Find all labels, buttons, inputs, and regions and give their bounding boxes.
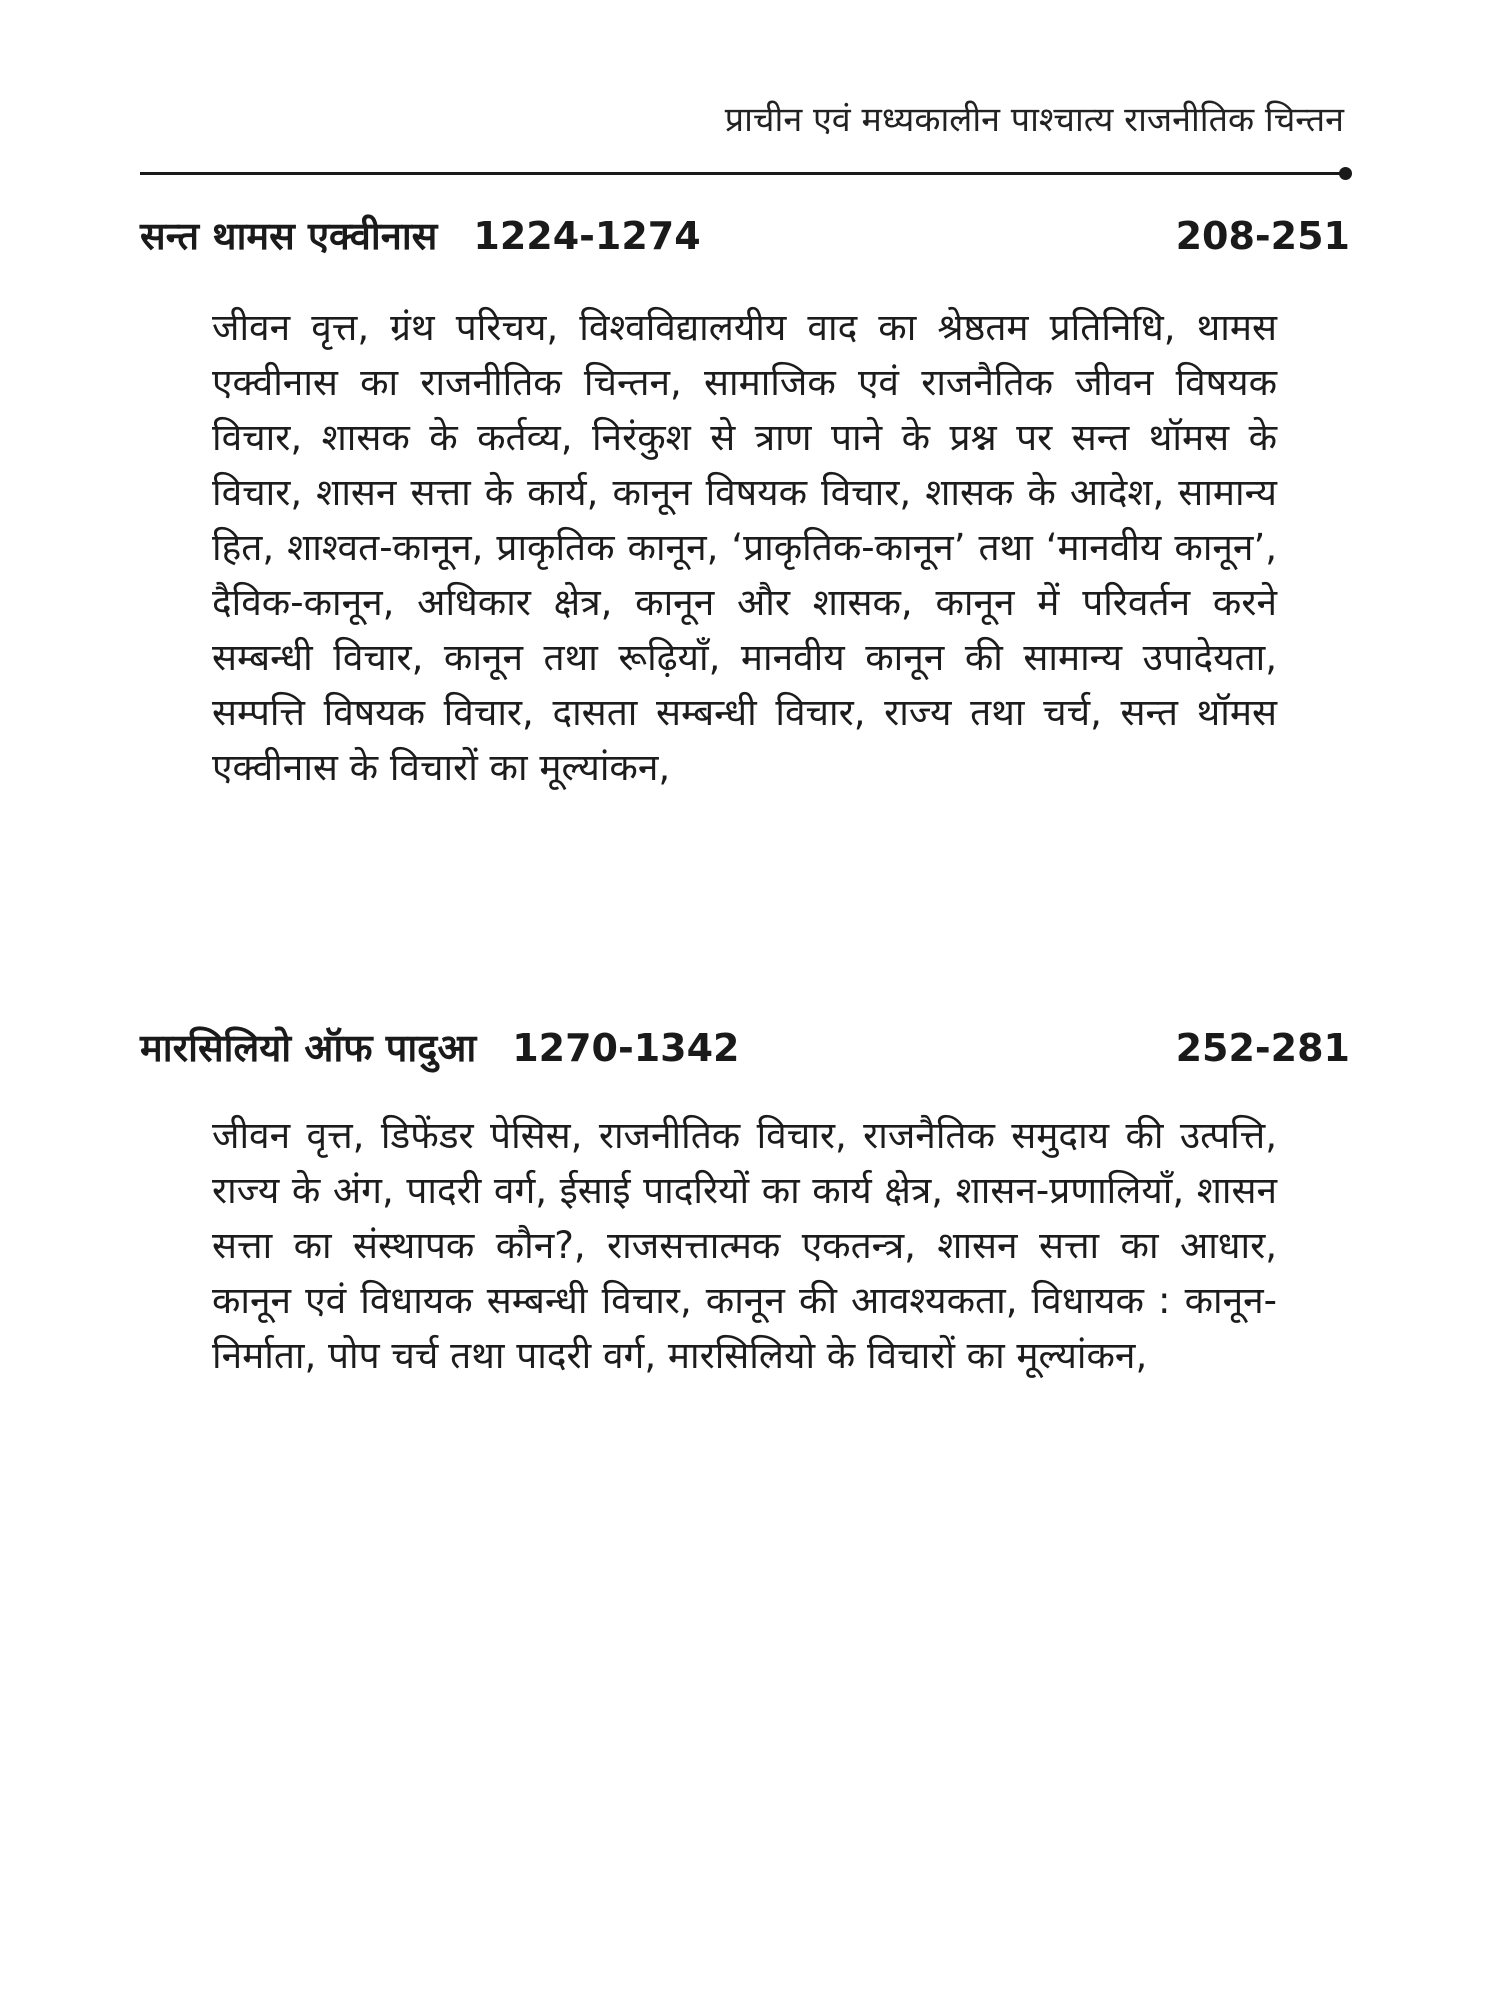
section-body-aquinas: जीवन वृत्त, ग्रंथ परिचय, विश्वविद्यालयीय वाद का श्रेष्ठतम प्रतिनिधि, थामस एक्वीनास का राजनीतिक चिन्तन, सामाजिक एवं राजनैतिक जीवन विषयक विचार, शासक के कर्तव्य, निरंकुश से त्राण पाने के प्रश्न पर सन्त थॉमस के विचार, शासन सत्ता के कार्य, कानून विषयक विचार, शासक के आदेश, सामान्य हित, शाश्वत-कानून, प्राकृतिक कानून, ‘प्राकृतिक-कानून’ तथा ‘मानवीय कानून’, दैविक-कानून, अधिकार क्षेत्र, कानून और शासक, कानून में परिवर्तन करने सम्बन्धी विचार, कानून तथा रूढ़ियाँ, मानवीय कानून की सामान्य उपादेयता, सम्पत्ति विषयक विचार, दासता सम्बन्धी विचार, राज्य तथा चर्च, सन्त थॉमस एक्वीनास के विचारों का मूल्यांकन, (212, 306, 1277, 789)
section-page-range: 252-281 (1175, 1026, 1350, 1070)
section-heading-marsilius (140, 1018, 1350, 1078)
section-years: 1270-1342 (512, 1026, 740, 1070)
section-title: सन्त थामस एक्वीनास (140, 214, 438, 258)
header-divider-dot (1339, 167, 1352, 180)
section-years: 1224-1274 (473, 214, 701, 258)
section-page-range: 208-251 (1175, 214, 1350, 258)
header-divider (140, 172, 1345, 175)
section-title: मारसिलियो ऑफ पादुआ (140, 1026, 477, 1070)
section-heading-aquinas (140, 206, 1350, 266)
section-body-marsilius: जीवन वृत्त, डिफेंडर पेसिस, राजनीतिक विचार, राजनैतिक समुदाय की उत्पत्ति, राज्य के अंग, पादरी वर्ग, ईसाई पादरियों का कार्य क्षेत्र, शासन-प्रणालियाँ, शासन सत्ता का संस्थापक कौन?, राजसत्तात्मक एकतन्त्र, शासन सत्ता का आधार, कानून एवं विधायक सम्बन्धी विचार, कानून की आवश्यकता, विधायक : कानून-निर्माता, पोप चर्च तथा पादरी वर्ग, मारसिलियो के विचारों का मूल्यांकन, (212, 1114, 1277, 1377)
running-header-title: प्राचीन एवं मध्यकालीन पाश्चात्य राजनीतिक चिन्तन (724, 100, 1344, 140)
